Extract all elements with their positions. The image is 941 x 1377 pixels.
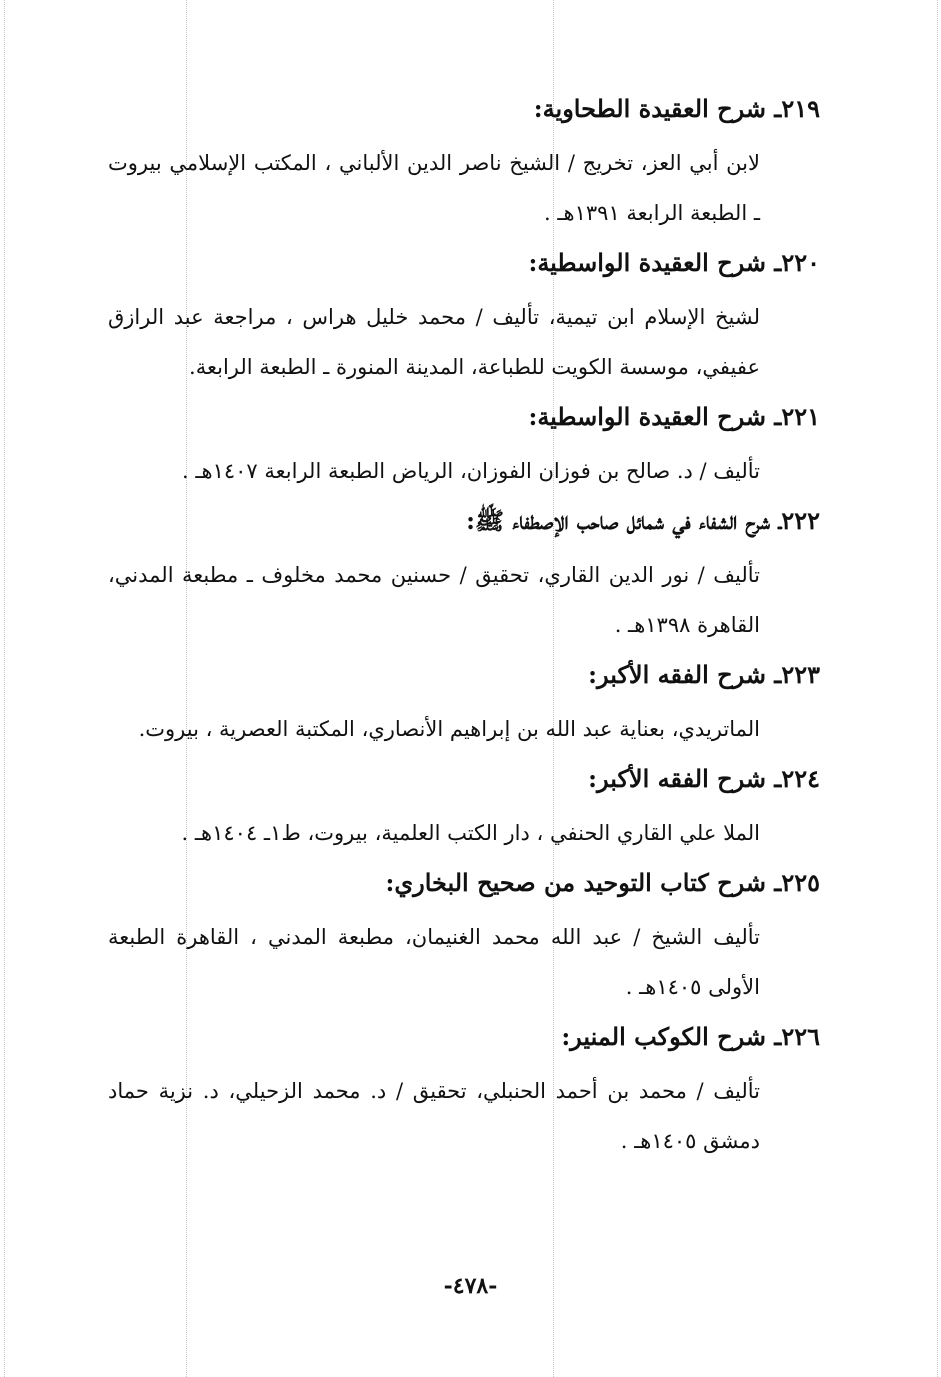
bibliography-entry-225 xyxy=(108,858,820,1012)
entry-details: لشيخ الإسلام ابن تيمية، تأليف / محمد خليل هراس ، مراجعة عبد الرازق عفيفي، موسسة الكويت للطباعة، المدينة المنورة ـ الطبعة الرابعة. xyxy=(108,305,760,379)
bibliography-entry-222 xyxy=(108,496,820,650)
bibliography-entry-221 xyxy=(108,392,820,496)
scan-guide-line xyxy=(937,0,938,1377)
bibliography-entry-224 xyxy=(108,754,820,858)
bibliography-entry-220 xyxy=(108,238,820,392)
entry-title: ٢٢٦ـ شرح الكوكب المنير: xyxy=(561,1022,820,1051)
bibliography-entry-219 xyxy=(108,84,820,238)
bibliography-entry-223 xyxy=(108,650,820,754)
entry-title: ٢٢٤ـ شرح الفقه الأكبر: xyxy=(588,764,820,793)
entry-details: تأليف / نور الدين القاري، تحقيق / حسنين محمد مخلوف ـ مطبعة المدني، القاهرة ١٣٩٨هـ . xyxy=(108,563,760,637)
entry-title: ٢٢٥ـ شرح كتاب التوحيد من صحيح البخاري: xyxy=(385,868,820,897)
entry-details: تأليف / د. صالح بن فوزان الفوزان، الرياض الطبعة الرابعة ١٤٠٧هـ . xyxy=(182,459,760,483)
entry-title: ٢٢٢ـ شرح الشفاء في شمائل صاحب الإصطفاء ﷺ: xyxy=(466,506,820,535)
bibliography-list xyxy=(108,84,820,1166)
entry-details: الماتريدي، بعناية عبد الله بن إبراهيم الأنصاري، المكتبة العصرية ، بيروت. xyxy=(138,717,760,741)
entry-details: الملا علي القاري الحنفي ، دار الكتب العلمية، بيروت، ط١ـ ١٤٠٤هـ . xyxy=(181,821,760,845)
entry-details: لابن أبي العز، تخريج / الشيخ ناصر الدين الألباني ، المكتب الإسلامي بيروت ـ الطبعة الرابعة ١٣٩١هـ . xyxy=(108,151,760,225)
entry-details: تأليف الشيخ / عبد الله محمد الغنيمان، مطبعة المدني ، القاهرة الطبعة الأولى ١٤٠٥هـ . xyxy=(108,925,760,999)
entry-details: تأليف / محمد بن أحمد الحنبلي، تحقيق / د. محمد الزحيلي، د. نزية حماد دمشق ١٤٠٥هـ . xyxy=(108,1079,760,1153)
page-number: -٤٧٨- xyxy=(443,1273,498,1299)
bibliography-entry-226 xyxy=(108,1012,820,1166)
scan-guide-line xyxy=(4,0,5,1377)
entry-title: ٢٢٠ـ شرح العقيدة الواسطية: xyxy=(528,248,820,277)
entry-title: ٢٢٣ـ شرح الفقه الأكبر: xyxy=(588,660,820,689)
entry-title: ٢١٩ـ شرح العقيدة الطحاوية: xyxy=(533,94,820,123)
entry-title: ٢٢١ـ شرح العقيدة الواسطية: xyxy=(528,402,820,431)
